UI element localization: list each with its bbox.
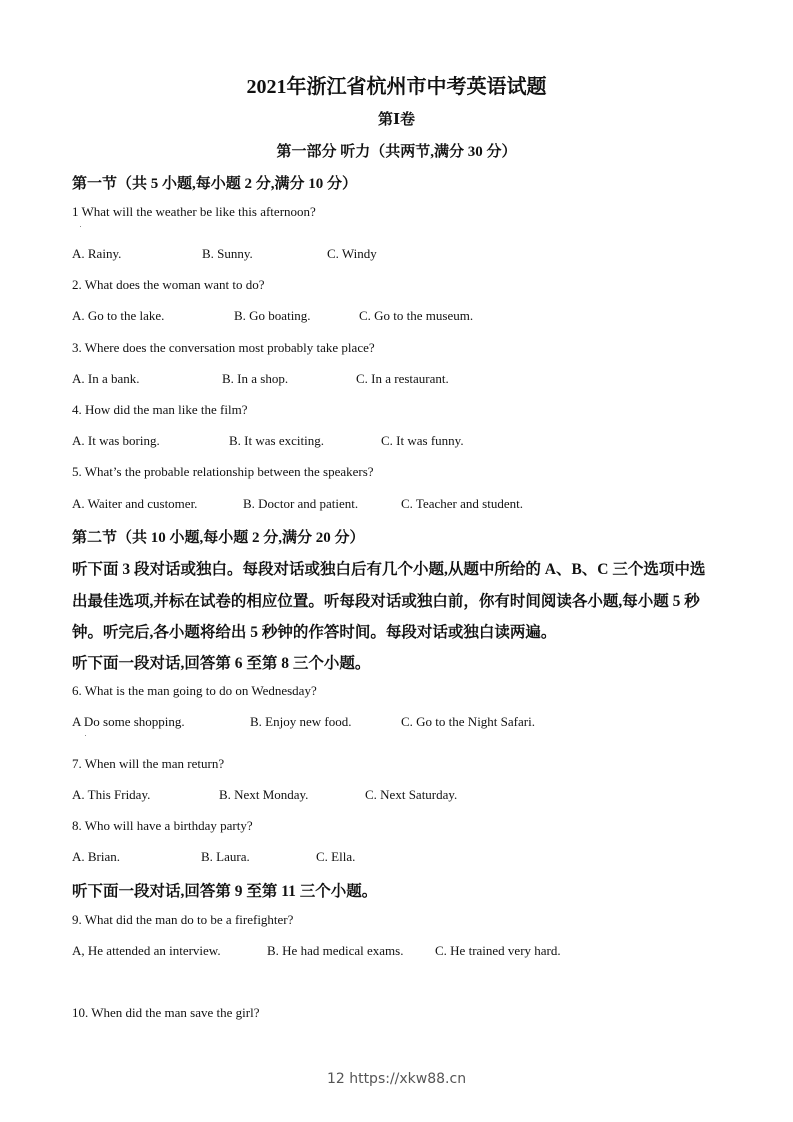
q6-option-a: A Do some shopping.	[72, 714, 185, 729]
question-9: 9. What did the man do to be a firefighter?	[72, 912, 294, 927]
group1-heading: 听下面一段对话,回答第 6 至第 8 三个小题。	[72, 655, 371, 672]
q1-option-a: A. Rainy.	[72, 246, 122, 261]
instructions-line-2: 出最佳选项,并标在试卷的相应位置。听每段对话或独白前，你有时间阅读各小题,每小题 5 秒	[72, 593, 700, 610]
q4-option-c: C. It was funny.	[381, 433, 464, 448]
q8-option-b: B. Laura.	[201, 849, 250, 864]
group2-heading: 听下面一段对话,回答第 9 至第 11 三个小题。	[72, 883, 378, 900]
q2-option-b: B. Go boating.	[234, 308, 311, 323]
question-1: 1 What will the weather be like this afternoon?	[72, 204, 316, 219]
q6-option-b: B. Enjoy new food.	[250, 714, 352, 729]
q4-option-b: B. It was exciting.	[229, 433, 324, 448]
question-6: 6. What is the man going to do on Wednesday?	[72, 683, 317, 698]
q6-option-c: C. Go to the Night Safari.	[401, 714, 535, 729]
q8-option-a: A. Brian.	[72, 849, 121, 864]
stray-mark	[80, 226, 81, 227]
question-8: 8. Who will have a birthday party?	[72, 818, 253, 833]
question-4: 4. How did the man like the film?	[72, 402, 248, 417]
document-title: 2021年浙江省杭州市中考英语试题	[246, 76, 547, 98]
q3-option-b: B. In a shop.	[222, 371, 289, 386]
question-2: 2. What does the woman want to do?	[72, 277, 265, 292]
q4-option-a: A. It was boring.	[72, 433, 160, 448]
q3-option-a: A. In a bank.	[72, 371, 140, 386]
question-5: 5. What’s the probable relationship between the speakers?	[72, 464, 374, 479]
q3-option-c: C. In a restaurant.	[356, 371, 449, 386]
q2-option-a: A. Go to the lake.	[72, 308, 165, 323]
question-3: 3. Where does the conversation most probably take place?	[72, 340, 375, 355]
instructions-line-3: 钟。听完后,各小题将给出 5 秒钟的作答时间。每段对话或独白读两遍。	[72, 624, 557, 641]
section1-heading: 第一节（共 5 小题,每小题 2 分,满分 10 分）	[72, 176, 358, 192]
q1-option-b: B. Sunny.	[202, 246, 253, 261]
q9-option-a: A, He attended an interview.	[72, 943, 221, 958]
page-footer: 12 https://xkw88.cn	[326, 1071, 467, 1087]
q5-option-a: A. Waiter and customer.	[72, 496, 198, 511]
question-10: 10. When did the man save the girl?	[72, 1005, 260, 1020]
instructions-line-1: 听下面 3 段对话或独白。每段对话或独白后有几个小题,从题中所给的 A、B、C 三个选项中选	[72, 561, 706, 578]
question-7: 7. When will the man return?	[72, 756, 225, 771]
q7-option-a: A. This Friday.	[72, 787, 151, 802]
q5-option-c: C. Teacher and student.	[401, 496, 523, 511]
q1-option-c: C. Windy	[327, 246, 377, 261]
volume-label: 第Ⅰ卷	[377, 112, 416, 128]
q7-option-c: C. Next Saturday.	[365, 787, 458, 802]
stray-mark	[85, 735, 86, 736]
q7-option-b: B. Next Monday.	[219, 787, 309, 802]
q9-option-c: C. He trained very hard.	[435, 943, 561, 958]
q9-option-b: B. He had medical exams.	[267, 943, 404, 958]
q8-option-c: C. Ella.	[316, 849, 356, 864]
part-heading: 第一部分 听力（共两节,满分 30 分）	[276, 144, 517, 160]
q5-option-b: B. Doctor and patient.	[243, 496, 359, 511]
q2-option-c: C. Go to the museum.	[359, 308, 474, 323]
section2-heading: 第二节（共 10 小题,每小题 2 分,满分 20 分）	[72, 530, 365, 546]
